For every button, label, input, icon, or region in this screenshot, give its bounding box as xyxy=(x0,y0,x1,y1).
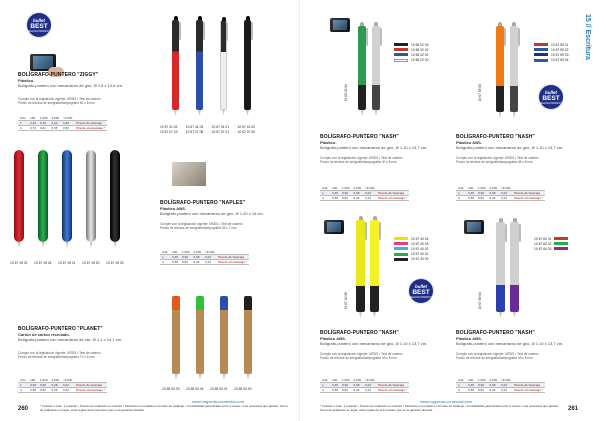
bullet-best-badge: bullet BEST SELLING PRODUCT xyxy=(408,278,434,304)
naples-price-table: Uds. 150 1.000 2.500 >5.000 1 0,35 0,30 0,28 0,24 Precio de marcaje 4 0,58 0,53 0,49 0,44 Precio sin marcaje * xyxy=(162,250,247,264)
pen-nash-orange xyxy=(496,26,504,112)
pen-planet-green xyxy=(196,296,204,374)
nash3-price-table: Uds. 150 1.000 2.500 >5.000 1 0,35 0,30 0,28 0,24 Precio de marcaje 4 0,58 0,53 0,49 0,44 Precio sin marcaje * xyxy=(322,378,407,392)
phone-illustration xyxy=(464,220,484,234)
nash1-info: BOLÍGRAFO-PUNTERO "NASH" Plástico. Bolígrafo-puntero con mecanismo de giro, Ø 1,10 x 13,7 cm. Cumple con la legislación vigente: MSDS • Test de cadmio Precio de técnica de serigrafía/tampografía 40 x 8 mm xyxy=(320,134,428,164)
planet-price-table: Uds. 150 1.000 2.500 >5.000 1 0,35 0,30 0,28 0,24 Precio de marcaje 4 0,58 0,52 0,49 0,42 Precio sin marcaje * xyxy=(20,378,105,392)
bullet-best-badge: bullet BEST SELLING PRODUCT xyxy=(26,12,52,38)
ziggy-info: BOLÍGRAFO-PUNTERO "ZIGGY" Plástico. Bolígrafo-puntero con mecanismo de giro, Ø 1,8 x 13,8 cm. Cumple con la legislación vigente: MSDS • Test de cadmio Precio de técnica de serigrafía/tampografía 50 x 8 mm xyxy=(18,72,138,105)
page-number-right: 261 xyxy=(568,406,579,412)
pen-naples-black xyxy=(110,150,120,242)
nash4-codes: 10 67 60 01 10 67 60 02 10 67 60 03 xyxy=(534,236,571,252)
phone-illustration xyxy=(330,18,350,32)
pen-planet-black xyxy=(244,296,252,374)
naples-codes: 10 67 15 02 10 67 15 04 10 67 15 01 10 67 15 00 10 67 15 03 xyxy=(10,260,124,265)
nash2-codes: 10 67 59 01 10 67 59 02 10 67 59 03 10 67 59 04 xyxy=(534,42,568,63)
pen-ziggy-black xyxy=(244,20,251,110)
pen-nash-yellow-2 xyxy=(370,220,379,312)
right-page xyxy=(300,0,600,421)
nash3-codes: 10 67 40 04 10 67 40 03 10 67 40 02 10 67 40 01 10 67 40 00 xyxy=(394,236,428,262)
pen-planet-blue xyxy=(220,296,228,374)
pen-nash-silver-purple xyxy=(510,222,519,312)
naples-info: BOLÍGRAFO-PUNTERO "NAPLES" Plástico ABS. Bolígrafo-puntero con mecanismo de giro, Ø 1,40 x 14 cm. Cumple con la legislación vigente: MSDS • Test de cadmio Precio de técnica de serigrafía/tampografía 35 x 7 mm xyxy=(160,200,264,230)
nash1-vcode: 10 65 02 04 xyxy=(344,84,348,102)
pen-nash-silver xyxy=(372,26,380,110)
pen-naples-red xyxy=(14,150,24,242)
phone-illustration xyxy=(30,54,56,71)
pen-ziggy-red xyxy=(172,20,179,110)
nash4-vcode: 10 67 60 04 xyxy=(478,292,482,310)
planet-info: BOLÍGRAFO-PUNTERO "PLANET" Cartón de cartón reciclado. Bolígrafo-puntero con mecanismo de clic, Ø 1,1 x 14,1 cm. Cumple con la legislación vigente: MSDS • Test de cadmio Precio de técnica de serigrafía/tampografía 70 x 6 mm xyxy=(18,326,123,359)
nash2-info: BOLÍGRAFO-PUNTERO "NASH" Plástico ABS. Bolígrafo-puntero con mecanismo de giro, Ø 1,10 x 13,7 cm. Cumple con la legislación vigente: MSDS • Test de cadmio Precio de técnica de serigrafía/tampografía 45 x 8 mm xyxy=(456,134,564,164)
nash4-price-table: Uds. 150 1.000 2.500 >5.000 1 0,35 0,30 0,28 0,24 Precio de marcaje 4 0,58 0,53 0,49 0,44 Precio sin marcaje * xyxy=(458,378,543,392)
footer-left: * Incluido 1 color, 1 posición • Pueda ser realizado en lote/ubir • Mostrado en portada en formato de catálogo • Confiabilidad garantizada entre 3 meses • Las productos que aplican: forma de grabación en lugar, otras reglas de la impresión que en la garantía ubicada xyxy=(40,404,288,412)
nash1-codes: 10 65 02 03 10 65 02 02 10 65 02 01 10 65 02 00 xyxy=(394,42,428,63)
pen-naples-silver xyxy=(86,150,96,242)
nash2-vcode: 10 67 59 00 xyxy=(478,84,482,102)
nash3-vcode: 10 67 40 05 xyxy=(344,292,348,310)
ziggy-codes: 10 67 41 02 10 67 41 03 10 67 41 01 10 67 41 00 10 67 07 23 10 67 07 08 10 67 07 01 10 67 07 00 xyxy=(160,124,255,134)
pen-ziggy-white xyxy=(220,20,227,110)
footer-right: * Incluido 1 color, 1 posición • Pueda ser realizado en lote/ubir • Mostrado en portada en formato de catálogo • Confiabilidad garantizada entre 3 meses • Las productos que aplican: forma de grabación en lugar, otras reglas de la impresión que en la garantía ubicada xyxy=(320,404,560,412)
nash4-info: BOLÍGRAFO-PUNTERO "NASH" Plástico ABS. Bolígrafo-puntero con mecanismo de giro, Ø 1,10 x 13,7 cm. Cumple con la legislación vigente: MSDS • Test de cadmio Precio de técnica de serigrafía/tampografía 45 x 8 mm xyxy=(456,330,564,360)
pen-planet-orange xyxy=(172,296,180,374)
nash3-info: BOLÍGRAFO-PUNTERO "NASH" Plástico ABS. Bolígrafo-puntero con mecanismo de giro, Ø 1,10 x 13,7 cm. Cumple con la legislación vigente: MSDS • Test de cadmio Precio de técnica de serigrafía/tampografía 45 x 8 mm xyxy=(320,330,428,360)
planet-codes: 10 65 00 03 10 65 00 04 10 65 00 01 10 65 00 00 xyxy=(162,386,252,391)
pen-ziggy-blue xyxy=(196,20,203,110)
pen-nash-green xyxy=(358,26,366,110)
ziggy-price-table: Uds. 150 1.000 2.500 >5.000 1 0,49 0,43 0,40 0,36 Precio de marcaje 4 0,70 0,61 0,55 0,50 Precio sin marcaje * xyxy=(20,116,105,130)
website-left: www.hugveda-comercial.com xyxy=(192,399,245,404)
nash1-price-table: Uds. 150 1.000 2.500 >5.000 1 0,35 0,30 0,28 0,24 Precio de marcaje 4 0,58 0,53 0,49 0,44 Precio sin marcaje * xyxy=(322,186,407,200)
page-number-left: 260 xyxy=(18,406,29,412)
website-right: www.hugveda-comercial.com xyxy=(420,399,473,404)
product-title: BOLÍGRAFO-PUNTERO "ZIGGY" xyxy=(18,72,99,78)
bullet-best-badge: bullet BEST SELLING PRODUCT xyxy=(538,84,564,110)
pen-naples-green xyxy=(38,150,48,242)
pen-nash-yellow-1 xyxy=(356,220,365,312)
section-tab: 15 // Escritura xyxy=(583,0,600,421)
pen-nash-silver-2 xyxy=(510,26,518,112)
naples-photo xyxy=(172,162,206,186)
phone-illustration xyxy=(324,220,344,234)
nash2-price-table: Uds. 150 1.000 2.500 >5.000 1 0,35 0,30 0,28 0,24 Precio de marcaje 4 0,58 0,53 0,49 0,44 Precio sin marcaje * xyxy=(458,186,543,200)
pen-nash-silver-blue xyxy=(496,222,505,312)
pen-naples-blue xyxy=(62,150,72,242)
